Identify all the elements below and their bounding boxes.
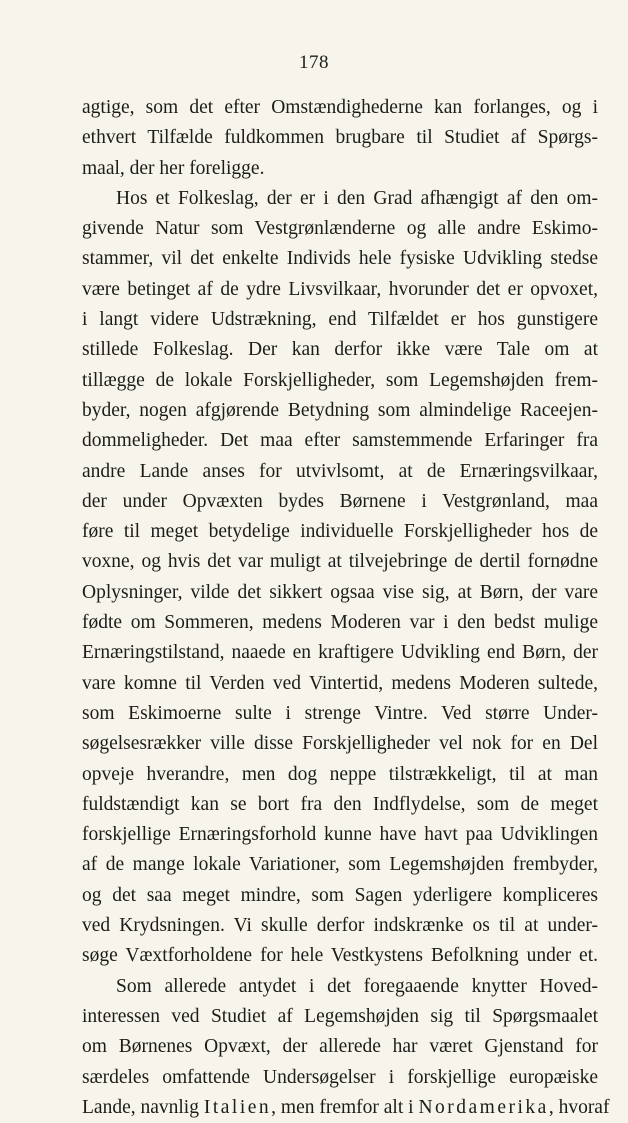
text-line-27: og det saa meget mindre, som Sagen yderligere kompliceres (82, 884, 598, 906)
final-line-prefix: Lande, navnlig (82, 1096, 199, 1118)
text-line-10: tillægge de lokale Forskjelligheder, som Legemshøjden frem- (82, 369, 598, 391)
place-name-north-america: Nordamerika (418, 1096, 549, 1118)
text-line-22: søgelsesrækker ville disse Forskjelligheder vel nok for en Del (82, 733, 598, 755)
text-line-3: maal, der her foreligge. (82, 157, 265, 179)
text-line-20: vare komne til Verden ved Vintertid, medens Moderen sultede, (82, 672, 598, 694)
text-line-14: der under Opvæxten bydes Børnene i Vestgrønland, maa (82, 490, 598, 512)
text-line-21: som Eskimoerne sulte i strenge Vintre. Ved større Under- (82, 702, 598, 724)
final-line-suffix: , hvoraf (548, 1096, 610, 1118)
text-line-5: givende Natur som Vestgrønlænderne og alle andre Eskimo- (82, 218, 598, 240)
text-line-32: om Børnenes Opvæxt, der allerede har været Gjenstand for (82, 1036, 598, 1058)
text-line-4: Hos et Folkeslag, der er i den Grad afhængigt af den om- (116, 187, 598, 209)
text-line-9: stillede Folkeslag. Der kan derfor ikke være Tale om at (82, 339, 598, 361)
page-number: 178 (299, 52, 329, 73)
text-line-1: agtige, som det efter Omstændighederne kan forlanges, og i (82, 97, 598, 118)
text-line-2: ethvert Tilfælde fuldkommen brugbare til Studiet af Spørgs- (82, 127, 598, 149)
text-line-31: interessen ved Studiet af Legemshøjden sig til Spørgsmaalet (82, 1005, 598, 1027)
final-line-middle: , men fremfor alt i (271, 1096, 414, 1118)
text-line-29: søge Væxtforholdene for hele Vestkystens Befolkning under et. (82, 945, 598, 967)
text-line-30: Som allerede antydet i det foregaaende knytter Hoved- (116, 975, 598, 997)
body-text (82, 93, 610, 1123)
text-line-16: voxne, og hvis det var muligt at tilvejebringe de dertil fornødne (82, 551, 598, 573)
text-line-8: i langt videre Udstrækning, end Tilfældet er hos gunstigere (82, 309, 598, 331)
text-line-19: Ernæringstilstand, naaede en kraftigere Udvikling end Børn, der (82, 642, 598, 664)
text-line-26: af de mange lokale Variationer, som Legemshøjden frembyder, (82, 854, 598, 876)
text-line-33: særdeles omfattende Undersøgelser i forskjellige europæiske (82, 1066, 598, 1088)
text-line-6: stammer, vil det enkelte Individs hele fysiske Udvikling stedse (82, 248, 598, 270)
place-name-italy: Italien (203, 1096, 272, 1118)
text-line-15: føre til meget betydelige individuelle Forskjelligheder hos de (82, 521, 598, 543)
text-line-23: opveje hverandre, men dog neppe tilstrækkeligt, til at man (82, 763, 598, 785)
text-line-28: ved Krydsningen. Vi skulle derfor indskrænke os til at under- (82, 915, 598, 937)
text-line-34 (82, 1093, 610, 1123)
text-line-17: Oplysninger, vilde det sikkert ogsaa vise sig, at Børn, der vare (82, 581, 598, 603)
text-line-18: fødte om Sommeren, medens Moderen var i den bedst mulige (82, 612, 598, 634)
text-line-12: dommeligheder. Det maa efter samstemmende Erfaringer fra (82, 430, 598, 452)
text-line-25: forskjellige Ernæringsforhold kunne have havt paa Udviklingen (82, 824, 598, 846)
text-line-11: byder, nogen afgjørende Betydning som almindelige Raceejen- (82, 399, 598, 421)
text-line-7: være betinget af de ydre Livsvilkaar, hvorunder det er opvoxet, (82, 278, 598, 300)
text-line-13: andre Lande anses for utvivlsomt, at de Ernæringsvilkaar, (82, 460, 598, 482)
text-line-24: fuldstændigt kan se bort fra den Indflydelse, som de meget (82, 793, 598, 815)
